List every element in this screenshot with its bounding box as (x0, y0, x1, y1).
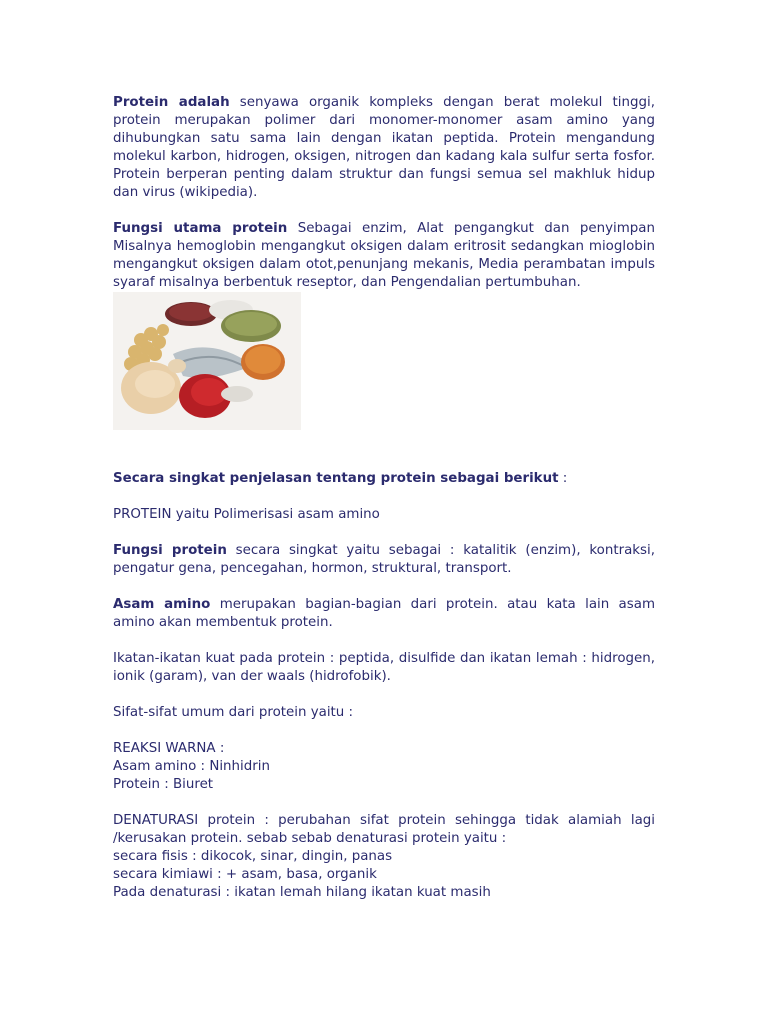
term-fungsi-protein: Fungsi protein (113, 543, 227, 558)
denaturasi-intro: DENATURASI protein : perubahan sifat protein sehingga tidak alamiah lagi /kerusakan protein. sebab sebab denaturasi protein yaitu : (113, 813, 655, 846)
paragraph-fungsi-utama: Fungsi utama protein Sebagai enzim, Alat pengangkut dan penyimpan Misalnya hemoglobin mengangkut oksigen dalam eritrosit sedangkan mioglobin mengangkut oksigen dalam otot,penunjang mekanis, Media perambatan impuls syaraf misalnya berbentuk reseptor, dan Pengendalian pertumbuhan. (113, 221, 655, 290)
line-sifat-umum: Sifat-sifat umum dari protein yaitu : (113, 705, 354, 720)
reaksi-item: Asam amino : Ninhidrin (113, 759, 270, 774)
term-protein-adalah: Protein adalah (113, 95, 230, 110)
line-protein-polimerisasi: PROTEIN yaitu Polimerisasi asam amino (113, 507, 380, 522)
reaksi-item: Protein : Biuret (113, 777, 214, 792)
paragraph-protein-definition: Protein adalah senyawa organik kompleks dengan berat molekul tinggi, protein merupakan polimer dari monomer-monomer asam amino yang dihubungkan satu sama lain dengan ikatan peptida. Protein mengandung molekul karbon, hidrogen, oksigen, nitrogen dan kadang kala sulfur serta fosfor. Protein berperan penting dalam struktur dan fungsi semua sel makhluk hidup dan virus (wikipedia). (113, 95, 655, 200)
section-heading: Secara singkat penjelasan tentang protein sebagai berikut : (113, 471, 568, 486)
denaturasi-block (113, 812, 655, 902)
reaksi-title: REAKSI WARNA : (113, 741, 225, 756)
denaturasi-item: secara fisis : dikocok, sinar, dingin, panas (113, 849, 393, 864)
paragraph-asam-amino: Asam amino merupakan bagian-bagian dari protein. atau kata lain asam amino akan membentuk protein. (113, 597, 655, 630)
term-fungsi-utama: Fungsi utama protein (113, 221, 288, 236)
term-asam-amino: Asam amino (113, 597, 211, 612)
document-content (113, 94, 655, 902)
denaturasi-item: secara kimiawi : + asam, basa, organik (113, 867, 377, 882)
protein-foods-image (113, 292, 301, 430)
paragraph-fungsi-protein: Fungsi protein secara singkat yaitu sebagai : katalitik (enzim), kontraksi, pengatur gena, pencegahan, hormon, struktural, transport. (113, 543, 655, 576)
denaturasi-item: Pada denaturasi : ikatan lemah hilang ikatan kuat masih (113, 885, 491, 900)
reaksi-warna-block (113, 740, 655, 794)
protein-foods-illustration (113, 292, 301, 430)
paragraph-ikatan: Ikatan-ikatan kuat pada protein : peptida, disulfide dan ikatan lemah : hidrogen, ionik (garam), van der waals (hidrofobik). (113, 651, 655, 684)
